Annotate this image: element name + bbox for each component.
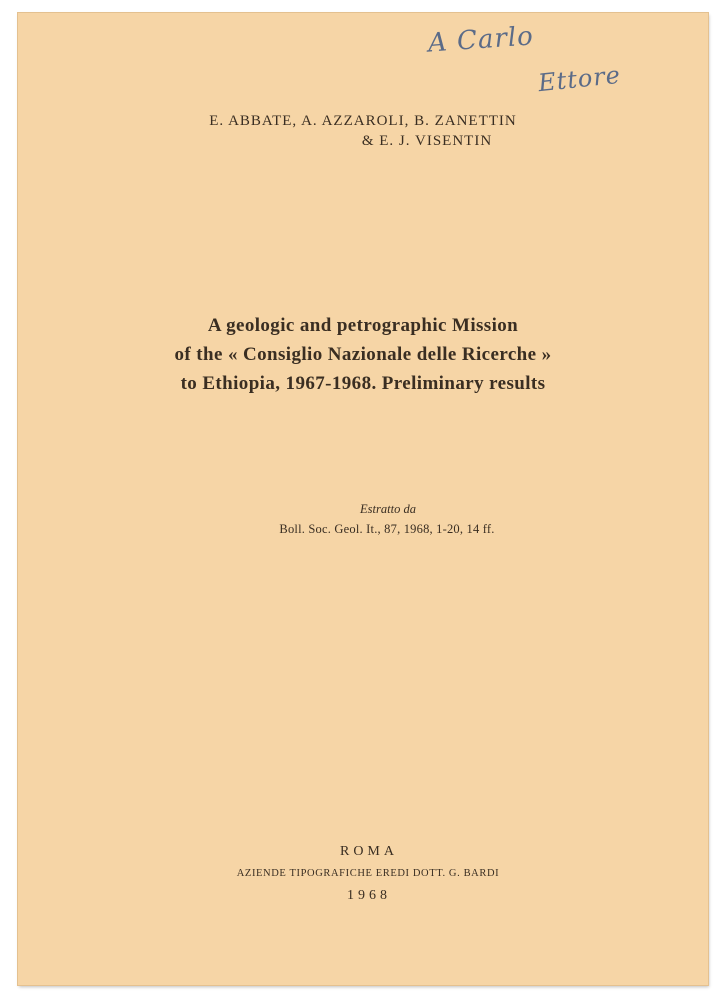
authors-line: E. ABBATE, A. AZZAROLI, B. ZANETTIN [209,113,517,129]
title-line: of the « Consiglio Nazionale delle Ricerche » [174,344,552,365]
extract-block [18,499,708,539]
document-title [18,311,708,398]
extract-label: Estratto da [360,502,416,516]
title-line: A geologic and petrographic Mission [207,315,519,336]
handwritten-dedication-line1: A Carlo [427,21,535,59]
title-line: to Ethiopia, 1967-1968. Preliminary results [180,373,546,394]
imprint-block [18,841,708,907]
handwritten-dedication-line2: Ettore [536,60,623,98]
document-cover [18,13,708,985]
imprint-city: ROMA [339,844,398,859]
imprint-printer: AZIENDE TIPOGRAFICHE EREDI DOTT. G. BARDI [236,868,500,879]
authors-block [18,111,708,151]
imprint-year: 1968 [347,888,391,903]
journal-reference: Boll. Soc. Geol. It., 87, 1968, 1-20, 14 ff. [279,522,495,536]
authors-line: & E. J. VISENTIN [361,133,493,149]
